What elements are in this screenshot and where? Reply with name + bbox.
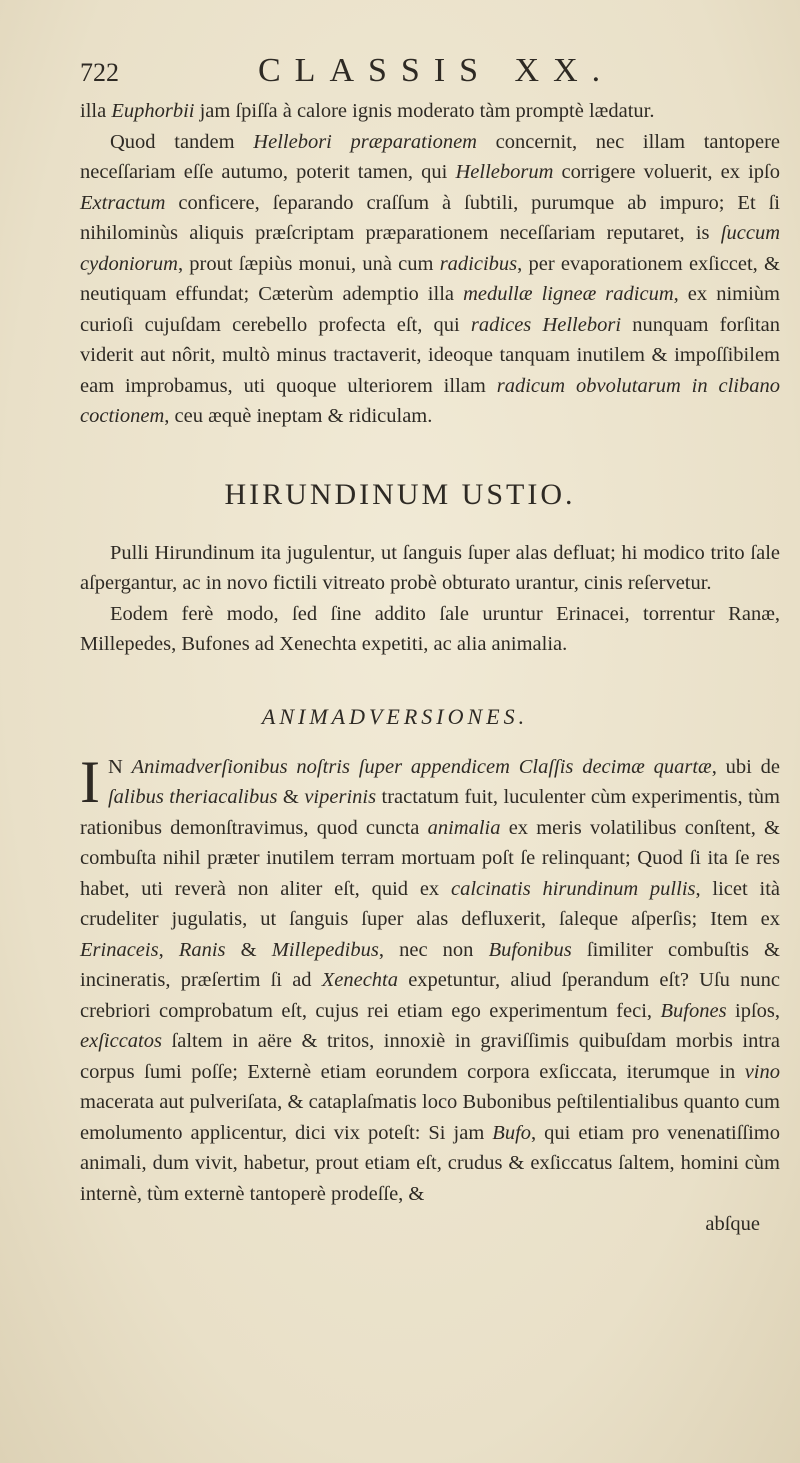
page-header	[80, 52, 780, 92]
text-block	[80, 96, 780, 1239]
paragraph-erinacei: Eodem ferè modo, ſed ſine addito ſale uruntur Erinacei, torrentur Ranæ, Millepedes, Bufones ad Xenechta expetiti, ac alia animalia.	[80, 602, 780, 655]
running-head: CLASSIS XX.	[258, 52, 615, 89]
paragraph-euphorbium-end: illa Euphorbii jam ſpiſſa à calore ignis moderato tàm promptè lædatur.	[80, 100, 655, 122]
drop-cap: I	[80, 748, 100, 815]
section-title-hirundinum: HIRUNDINUM USTIO.	[224, 477, 576, 511]
paragraph-animadversiones: I N Animadverſionibus noſtris ſuper appendicem Claſſis decimæ quartæ, ubi de ſalibus theriacalibus & viperinis tractatum fuit, luculenter cùm experimentis, tùm rationibus demonſtravimus, quod cuncta animalia ex meris volatilibus conſtent, & combuſta nihil præter inutilem terram mortuam poſt ſe relinquant; Quod ſi ita ſe res habet, uti reverà non aliter eſt, quid ex calcinatis hirundinum pullis, licet ità crudeliter jugulatis, ut ſanguis ſuper alas defluxerit, ſaleque aſperſis; Item ex Erinaceis, Ranis & Millepedibus, nec non Bufonibus ſimiliter combuſtis & incineratis, præſertim ſi ad Xenechta expetuntur, aliud ſperandum eſt? Uſu nunc crebriori comprobatum eſt, cujus rei etiam ego experimentum feci, Bufones ipſos, exſiccatos ſaltem in aëre & tritos, innoxiè in graviſſimis quibuſdam morbis intra corpus ſumi poſſe; Externè etiam eorundem corpora exſiccata, iterumque in vino macerata aut pulveriſata, & cataplaſmatis loco Bubonibus peſtilentialibus quanto cum emolumento applicentur, dici vix poteſt: Si jam Bufo, qui etiam pro venenatiſſimo animali, dum vivit, habetur, prout etiam eſt, crudus & exſiccatus ſaltem, homini cùm internè, tùm externè tantoperè prodeſſe, &	[80, 748, 781, 1205]
section-title-animadversiones: ANIMADVERSIONES.	[261, 703, 529, 729]
paragraph-hellebore: Quod tandem Hellebori præparationem concernit, nec illam tantopere neceſſariam eſſe autumo, poterit tamen, qui Helleborum corrigere voluerit, ex ipſo Extractum conficere, ſeparando craſſum à ſubtili, purumque ab impuro; Et ſi nihilominùs aliquis præſcriptam præparationem neceſſariam reputaret, is ſuccum cydoniorum, prout ſæpiùs monui, unà cum radicibus, per evaporationem exſiccet, & neutiquam effundat; Cæterùm ademptio illa medullæ ligneæ radicum, ex nimiùm curioſi cujuſdam cerebello profecta eſt, qui radices Hellebori nunquam forſitan viderit aut nôrit, multò minus tractaverit, ideoque tanquam inutilem & impoſſibilem eam improbamus, uti quoque ulteriorem illam radicum obvolutarum in clibano coctionem, ceu æquè ineptam & ridiculam.	[80, 130, 780, 427]
page-number: 722	[80, 58, 119, 87]
paragraph-hirundinum: Pulli Hirundinum ita jugulentur, ut ſanguis ſuper alas defluat; hi modico trito ſale aſpergantur, ac in novo fictili vitreato probè obturato urantur, cinis reſervetur.	[80, 541, 780, 594]
catchword: abſque	[705, 1213, 760, 1235]
